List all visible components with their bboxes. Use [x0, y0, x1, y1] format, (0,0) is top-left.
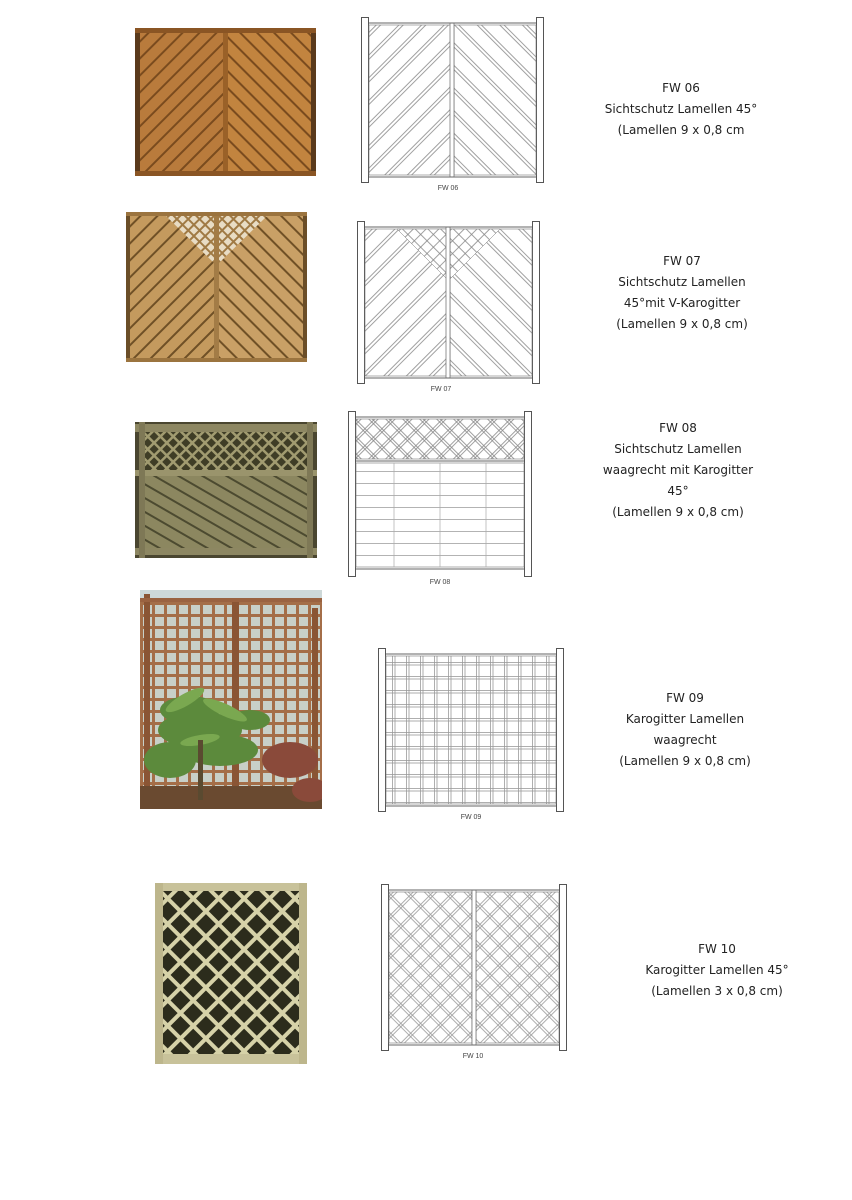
product-line: (Lamellen 9 x 0,8 cm	[617, 123, 745, 137]
drawing-caption-fw06: FW 06	[437, 185, 459, 192]
drawing-fw08	[348, 411, 532, 577]
product-line: 45°mit V-Karogitter	[623, 296, 741, 310]
product-code: FW 07	[663, 254, 701, 268]
photo-fw09	[140, 590, 322, 809]
product-description-fw06	[566, 78, 796, 141]
product-code: FW 09	[666, 691, 704, 705]
photo-fw06	[135, 28, 316, 176]
product-line: Sichtschutz Lamellen	[618, 275, 746, 289]
photo-fw10	[155, 883, 307, 1064]
photo-fw08	[135, 422, 317, 558]
drawing-caption-fw07: FW 07	[430, 386, 452, 393]
product-line: Sichtschutz Lamellen	[614, 442, 742, 456]
product-line: Karogitter Lamellen	[625, 712, 745, 726]
drawing-fw10	[381, 884, 567, 1051]
product-line: (Lamellen 9 x 0,8 cm)	[619, 754, 751, 768]
product-description-fw10	[602, 939, 832, 1002]
product-line: 45°	[667, 484, 689, 498]
product-description-fw09	[570, 688, 800, 772]
drawing-fw09	[378, 648, 564, 812]
product-line: Sichtschutz Lamellen 45°	[604, 102, 758, 116]
product-line: (Lamellen 9 x 0,8 cm)	[612, 505, 744, 519]
product-line: Karogitter Lamellen 45°	[645, 963, 789, 977]
product-line: (Lamellen 9 x 0,8 cm)	[616, 317, 748, 331]
drawing-fw07	[357, 221, 540, 384]
product-line: waagrecht mit Karogitter	[602, 463, 754, 477]
product-line: (Lamellen 3 x 0,8 cm)	[651, 984, 783, 998]
product-description-fw08	[563, 418, 793, 523]
product-code: FW 06	[662, 81, 700, 95]
drawing-fw06	[361, 17, 544, 183]
drawing-caption-fw08: FW 08	[429, 579, 451, 586]
product-code: FW 08	[659, 421, 697, 435]
product-code: FW 10	[698, 942, 736, 956]
product-line: waagrecht	[653, 733, 717, 747]
drawing-caption-fw09: FW 09	[460, 814, 482, 821]
product-description-fw07	[567, 251, 797, 335]
photo-fw07	[126, 212, 307, 362]
drawing-caption-fw10: FW 10	[462, 1053, 484, 1060]
